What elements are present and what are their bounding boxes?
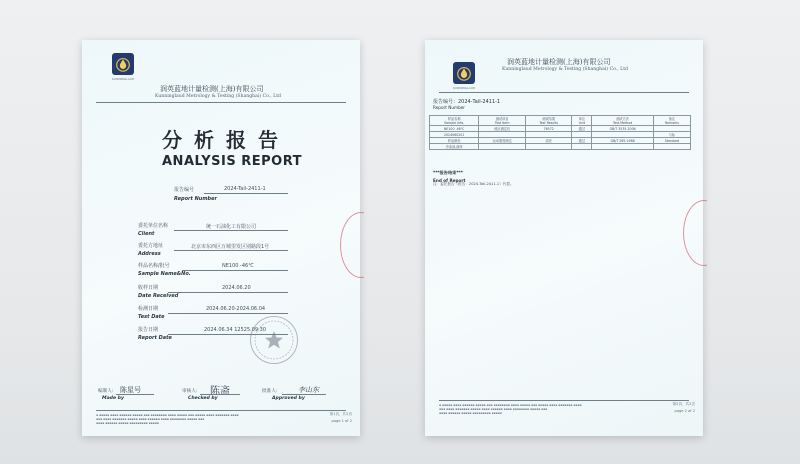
date-received-value: 2024.06.20 [222,285,251,291]
date-received-label: 收样日期 [138,285,159,291]
sample-value: NE100 -46℃ [222,263,254,269]
made-by-signature: 陈星号 [120,386,141,394]
droplet-logo-icon [455,64,473,82]
company-logo [112,53,134,75]
page-number-en: page 2 of 2 [674,409,695,413]
report-number-label: 报告编号 [174,187,195,193]
company-name-en: Kunninglaud Metrology & Testing (Shanghai) Co., Ltd [155,94,281,99]
approved-by-signature: 李山东 [298,386,319,394]
approved-by-label-en: Approved by [272,396,305,401]
report-number-value: 2024-Tail-2411-1 [224,186,266,192]
report-number-label-en: Report Number [433,105,466,110]
client-label-en: Client [138,231,155,237]
table-cell: 2024060201 [430,132,479,138]
checked-by-label: 审核人: [182,389,198,394]
report-note: 注：委托报告（报告：2024-Tail-2411-1）代替。 [433,182,514,186]
report-number-underline [204,193,288,194]
footer-fine-print: ▪ ▪▪▪▪▪ ▪▪▪▪ ▪▪▪▪▪▪ ▪▪▪▪▪ ▪▪▪ ▪▪▪▪▪▪▪▪ ▪▪▪▪ ▪▪▪▪▪ ▪▪▪ ▪▪▪▪▪ ▪▪▪▪ ▪▪▪▪▪▪▪ ▪▪▪▪ ▪▪▪ ▪▪▪▪ ▪▪▪▪▪▪▪ ▪▪▪▪▪ ▪▪▪▪ ▪▪▪▪▪▪ ▪▪▪▪ ▪▪▪▪▪▪▪▪ ▪▪▪▪▪ ▪▪▪ ▪▪▪▪ ▪▪▪▪▪▪ ▪▪▪▪▪ ▪▪▪▪▪▪▪▪▪ ▪▪▪▪▪ [96,413,239,425]
logo-caption: KUNNINGLAUD [453,86,476,90]
sample-label-en: Sample Name&No. [138,271,191,277]
sample-underline [182,270,288,271]
header-unit: 单位 Unit [572,116,592,126]
seal-star-icon [251,317,297,363]
end-of-report-cn: ***报告结束*** [433,170,463,175]
client-underline [174,230,288,231]
report-date-label: 报告日期 [138,327,159,333]
test-date-value: 2024.06.20-2024.06.04 [206,306,266,312]
header-remarks: 备注 Remarks [653,116,690,126]
table-header-row [430,116,691,126]
address-value: 北京市东西区万城里发区别路段1号 [191,244,270,250]
address-underline [174,250,288,251]
company-name-cn: 润英蓝地计量检测(上海)有限公司 [507,58,611,66]
approved-by-label: 批准人: [262,389,278,394]
table-cell: 通过 [572,126,592,132]
table-cell: GB/T 3535-2006 [592,126,654,132]
company-logo [453,62,475,84]
table-cell: 76572 [526,126,572,132]
header-rule [439,92,689,93]
logo-caption: KUNNINGLAUD [112,77,135,81]
checked-by-label-en: Checked by [188,396,218,401]
table-cell [653,144,690,150]
report-number-label-en: Report Number [174,196,217,202]
report-cover-page [82,40,360,436]
report-title-en: ANALYSIS REPORT [162,154,303,169]
header-method: 测试方法 Test Method [592,116,654,126]
table-cell: 与标 [653,132,690,138]
droplet-logo-icon [114,55,132,73]
address-label-en: Address [138,251,161,257]
results-table [429,115,691,150]
table-cell [592,144,654,150]
table-row [430,144,691,150]
made-by-underline [116,394,154,395]
test-date-label-en: Test Date [138,314,165,320]
table-cell: 冷冻油,液体 [430,144,479,150]
company-name-cn: 润英蓝地计量检测(上海)有限公司 [160,85,264,93]
table-cell [479,144,526,150]
table-cell: Standard [653,138,690,144]
report-date-value: 2024.06.34 12525.09.30 [204,327,267,333]
client-value: 统一石油化工有限公司 [206,224,257,230]
report-date-label-en: Report Date [138,335,172,341]
test-date-label: 检测日期 [138,306,159,312]
table-cell: 清亮 [526,138,572,144]
page-number-cn: 第1页，共2页 [329,412,352,416]
table-cell: 倾点测定仪 [479,126,526,132]
made-by-label-en: Made by [102,396,124,401]
table-cell: GB/T 265-1988 [592,138,654,144]
report-number-label: 报告编号：2024-Tail-2411-1 [433,99,501,105]
table-cell [572,144,592,150]
red-stamp [340,212,382,278]
table-cell: 运动黏度测定 [479,138,526,144]
sample-label: 样品名称/批号 [138,263,170,269]
page-number-en: page 1 of 2 [331,419,352,423]
footer-rule [439,400,689,401]
report-results-page [425,40,703,436]
client-label: 委托单位名称 [138,223,169,229]
header-test-item: 测试项目 Test Item [479,116,526,126]
footer-rule [96,410,346,411]
table-cell: 样品颜色 [430,138,479,144]
red-stamp [683,200,725,266]
company-name-en: Kunninglaud Metrology & Testing (Shanghai) Co., Ltd [502,67,628,72]
checked-by-underline [200,394,240,395]
date-received-label-en: Date Received [138,293,179,299]
table-cell: 通过 [572,138,592,144]
header-rule [96,102,346,103]
header-results: 测试结果 Test Results [526,116,572,126]
table-cell: NE100 -46℃ [430,126,479,132]
date-received-underline [168,292,288,293]
end-of-report-en: End of Report [433,178,466,183]
report-title-cn: 分析报告 [162,128,290,152]
table-cell [526,144,572,150]
header-sample: 样品名称 Sample Info. [430,116,479,126]
approved-by-underline [282,394,326,395]
made-by-label: 编制人: [98,389,114,394]
official-seal [250,316,298,364]
address-label: 委托方地址 [138,243,164,249]
test-date-underline [168,313,288,314]
footer-fine-print: ▪ ▪▪▪▪▪ ▪▪▪▪ ▪▪▪▪▪▪ ▪▪▪▪▪ ▪▪▪ ▪▪▪▪▪▪▪▪ ▪▪▪▪ ▪▪▪▪▪ ▪▪▪ ▪▪▪▪▪ ▪▪▪▪ ▪▪▪▪▪▪▪ ▪▪▪▪ ▪▪▪ ▪▪▪▪ ▪▪▪▪▪▪▪ ▪▪▪▪▪ ▪▪▪▪ ▪▪▪▪▪▪ ▪▪▪▪ ▪▪▪▪▪▪▪▪ ▪▪▪▪▪ ▪▪▪ ▪▪▪▪ ▪▪▪▪▪▪ ▪▪▪▪▪ ▪▪▪▪▪▪▪▪▪ ▪▪▪▪▪ [439,403,582,415]
page-number-cn: 第2页，共2页 [672,402,695,406]
checked-by-signature: 陈斋 [210,386,230,397]
